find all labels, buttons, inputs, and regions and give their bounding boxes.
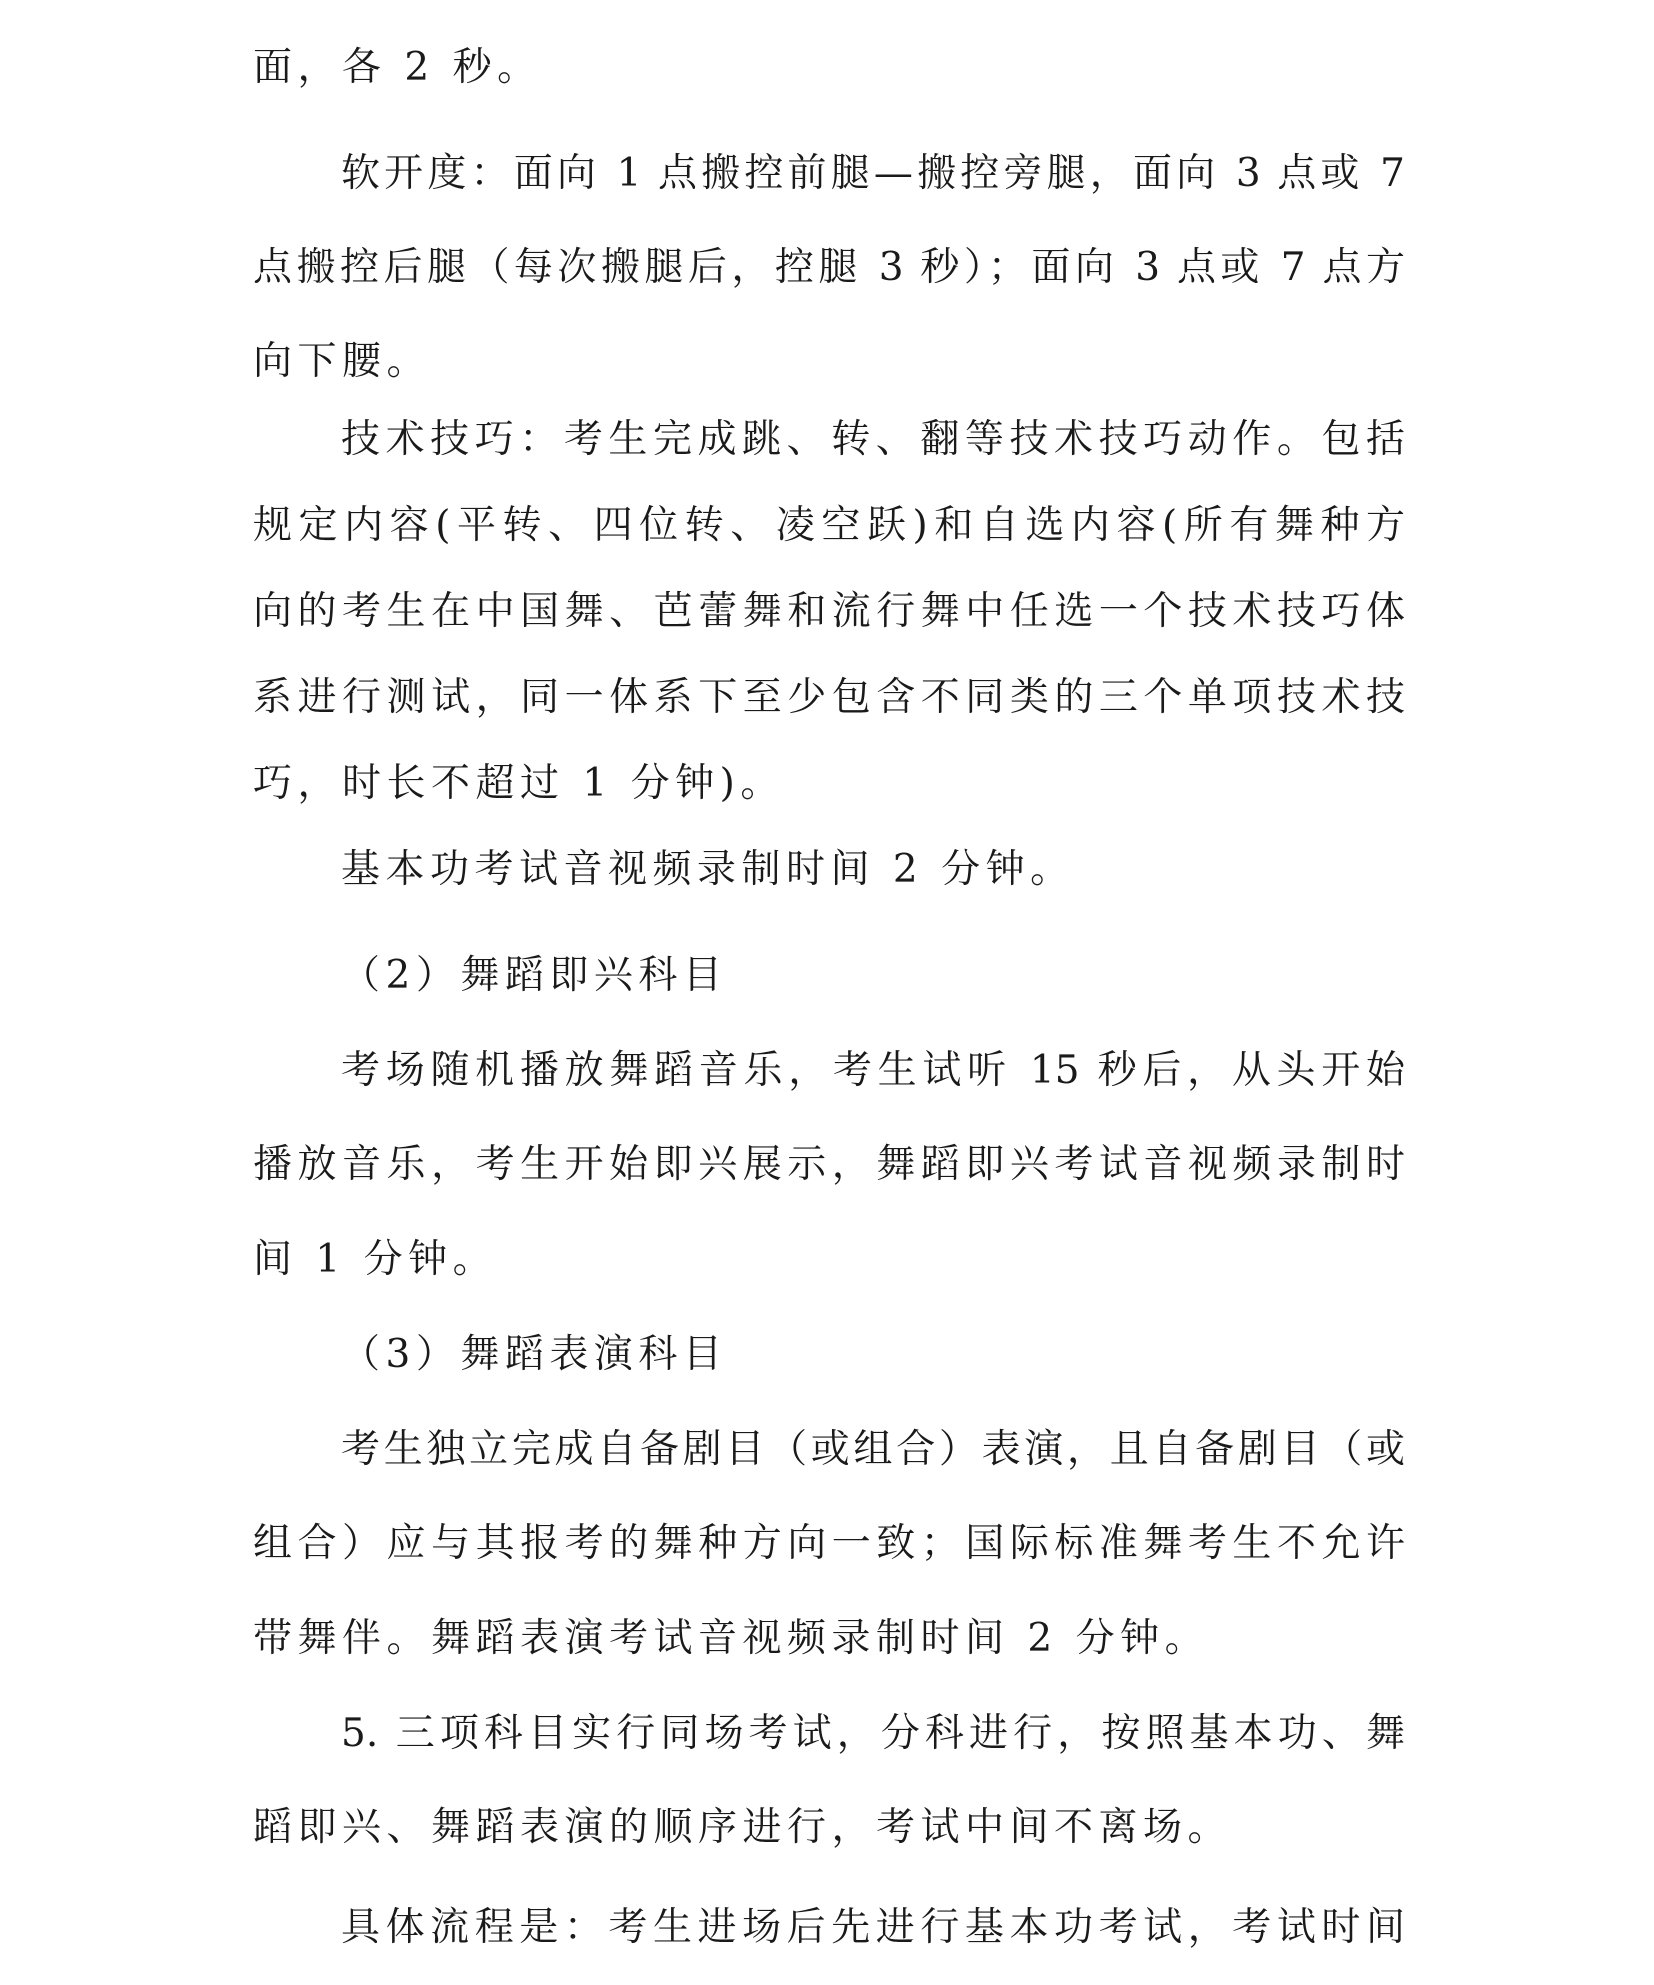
text-line: 技术技巧：考生完成跳、转、翻等技术技巧动作。包括 (341, 417, 1405, 462)
text-line: 点搬控后腿（每次搬腿后，控腿 3 秒）；面向 3 点或 7 点方 (253, 245, 1405, 290)
text-line: 面，各 2 秒。 (253, 45, 542, 90)
text-line: 规定内容(平转、四位转、凌空跃)和自选内容(所有舞种方 (253, 503, 1405, 548)
text-line: 具体流程是：考生进场后先进行基本功考试，考试时间 (341, 1905, 1405, 1950)
text-line: 软开度：面向 1 点搬控前腿—搬控旁腿，面向 3 点或 7 (341, 151, 1405, 196)
text-line: 带舞伴。舞蹈表演考试音视频录制时间 2 分钟。 (253, 1616, 1210, 1661)
text-line: 播放音乐，考生开始即兴展示，舞蹈即兴考试音视频录制时 (253, 1142, 1405, 1187)
text-line: 考场随机播放舞蹈音乐，考生试听 15 秒后，从头开始 (341, 1048, 1405, 1093)
text-line: 向下腰。 (253, 339, 432, 384)
section-heading: （3）舞蹈表演科目 (341, 1332, 728, 1377)
text-line: 蹈即兴、舞蹈表演的顺序进行，考试中间不离场。 (253, 1805, 1233, 1850)
text-line: 系进行测试，同一体系下至少包含不同类的三个单项技术技 (253, 675, 1405, 720)
text-line: 向的考生在中国舞、芭蕾舞和流行舞中任选一个技术技巧体 (253, 589, 1405, 634)
text-line: 组合）应与其报考的舞种方向一致；国际标准舞考生不允许 (253, 1521, 1405, 1566)
text-line: 基本功考试音视频录制时间 2 分钟。 (341, 847, 1075, 892)
text-line: 5. 三项科目实行同场考试，分科进行，按照基本功、舞 (341, 1711, 1405, 1756)
section-heading: （2）舞蹈即兴科目 (341, 953, 728, 998)
text-line: 考生独立完成自备剧目（或组合）表演，且自备剧目（或 (341, 1427, 1405, 1472)
text-line: 间 1 分钟。 (253, 1237, 498, 1282)
text-line: 巧，时长不超过 1 分钟)。 (253, 761, 785, 806)
